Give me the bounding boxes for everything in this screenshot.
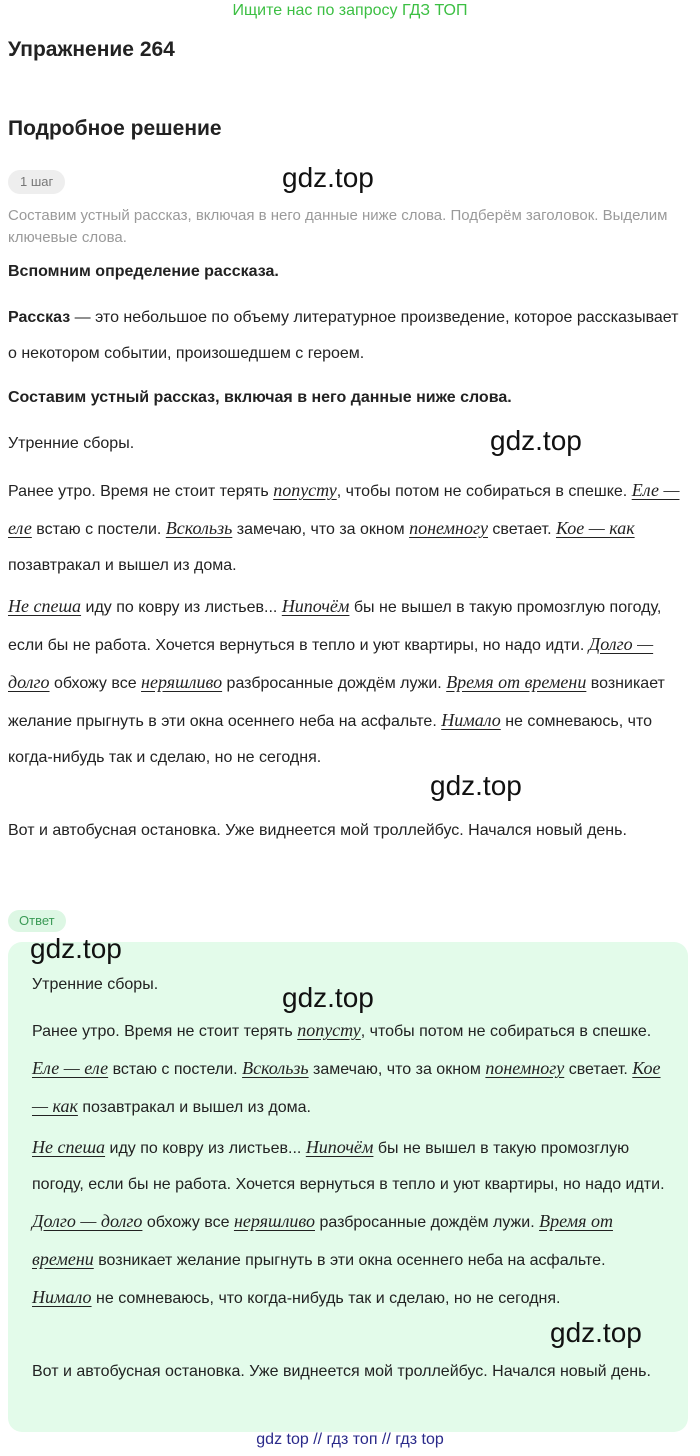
text-run: , чтобы потом не собираться в спешке. xyxy=(360,1023,652,1040)
definition-paragraph xyxy=(8,300,688,372)
text-run: возникает желание прыгнуть в эти окна осеннего неба на асфальте. xyxy=(93,1252,606,1269)
keyword: Кое — как xyxy=(555,518,635,538)
watermark: gdz.top xyxy=(30,933,122,964)
exercise-title: Упражнение 264 xyxy=(8,38,175,61)
text-run: не сомневаюсь, что когда-нибудь так и сделаю, но не сегодня. xyxy=(8,713,653,766)
text-run: Ранее утро. Время не стоит терять xyxy=(32,1023,298,1040)
keyword: Долго — долго xyxy=(32,1211,143,1231)
definition-term: Рассказ xyxy=(8,309,71,326)
text-run: , чтобы потом не собираться в спешке. xyxy=(336,483,632,500)
text-run: возникает желание прыгнуть в эти окна осеннего неба на асфальте. xyxy=(8,675,665,730)
keyword: Еле — еле xyxy=(32,1058,109,1078)
keyword: Вскользь xyxy=(165,518,233,538)
text-run: не сомневаюсь, что когда-нибудь так и сделаю, но не сегодня. xyxy=(91,1290,561,1307)
top-banner[interactable]: Ищите нас по запросу ГДЗ ТОП xyxy=(232,2,468,19)
keyword: неряшливо xyxy=(233,1211,315,1231)
footer-links[interactable]: gdz top // гдз топ // гдз top xyxy=(256,1431,444,1448)
text-run: разбросанные дождём лужи. xyxy=(222,675,447,692)
keyword: понемногу xyxy=(485,1058,565,1078)
keyword: Нимало xyxy=(441,710,501,730)
keyword: Долго — долго xyxy=(8,634,654,692)
text-run: иду по ковру из листьев... xyxy=(81,599,282,616)
step-description: Составим устный рассказ, включая в него данные ниже слова. Подберём заголовок. Выделим ключевые слова. xyxy=(8,207,668,246)
text-run: встаю с постели. xyxy=(31,521,166,538)
story-paragraph-3: Вот и автобусная остановка. Уже виднеется мой троллейбус. Начался новый день. xyxy=(8,822,627,839)
keyword: понемногу xyxy=(409,518,488,538)
keyword: Время от времени xyxy=(446,672,587,692)
text-run: обхожу все xyxy=(49,675,142,692)
compose-heading: Составим устный рассказ, включая в него данные ниже слова. xyxy=(8,389,512,406)
watermark: gdz.top xyxy=(282,162,374,193)
definition-text: — это небольшое по объему литературное произведение, которое рассказывает о некотором событии, произошедшем с героем. xyxy=(8,309,679,362)
text-run: замечаю, что за окном xyxy=(308,1061,486,1078)
watermark: gdz.top xyxy=(430,770,522,801)
text-run: бы не вышел в такую промозглую погоду, если бы не работа. Хочется вернуться в тепло и уют квартиры, но надо идти. xyxy=(8,599,662,654)
keyword: неряшливо xyxy=(141,672,223,692)
step-badge: 1 шаг xyxy=(8,170,65,194)
story-paragraph-2 xyxy=(8,588,688,776)
watermark: gdz.top xyxy=(550,1317,642,1348)
answer-paragraph-3: Вот и автобусная остановка. Уже виднеется мой троллейбус. Начался новый день. xyxy=(32,1363,651,1380)
keyword: Не спеша xyxy=(32,1137,106,1157)
answer-badge: Ответ xyxy=(8,910,66,932)
keyword: Время от времени xyxy=(32,1211,613,1269)
keyword: Нипочём xyxy=(281,596,350,616)
text-run: позавтракал и вышел из дома. xyxy=(77,1099,311,1116)
watermark: gdz.top xyxy=(490,425,582,456)
recall-heading: Вспомним определение рассказа. xyxy=(8,263,279,280)
text-run: позавтракал и вышел из дома. xyxy=(8,557,237,574)
answer-paragraph-1 xyxy=(32,1012,668,1126)
solution-title: Подробное решение xyxy=(8,117,222,140)
watermark: gdz.top xyxy=(282,982,374,1013)
text-run: встаю с постели. xyxy=(108,1061,243,1078)
keyword: попусту xyxy=(273,480,337,500)
text-run: Ранее утро. Время не стоит терять xyxy=(8,483,274,500)
keyword: Вскользь xyxy=(242,1058,309,1078)
keyword: Нипочём xyxy=(305,1137,374,1157)
text-run: разбросанные дождём лужи. xyxy=(315,1214,540,1231)
text-run: замечаю, что за окном xyxy=(232,521,410,538)
keyword: Нимало xyxy=(32,1287,92,1307)
keyword: Еле — еле xyxy=(8,480,680,538)
text-run: бы не вышел в такую промозглую погоду, если бы не работа. Хочется вернуться в тепло и уют квартиры, но надо идти. xyxy=(32,1140,665,1193)
keyword: попусту xyxy=(297,1020,361,1040)
text-run: обхожу все xyxy=(142,1214,234,1231)
text-run: светает. xyxy=(487,521,556,538)
text-run: иду по ковру из листьев... xyxy=(105,1140,306,1157)
text-run: светает. xyxy=(564,1061,633,1078)
answer-paragraph-2 xyxy=(32,1129,668,1317)
story-title: Утренние сборы. xyxy=(8,435,135,452)
answer-title: Утренние сборы. xyxy=(32,976,159,993)
story-paragraph-1 xyxy=(8,472,688,584)
keyword: Кое — как xyxy=(32,1058,661,1116)
keyword: Не спеша xyxy=(8,596,82,616)
